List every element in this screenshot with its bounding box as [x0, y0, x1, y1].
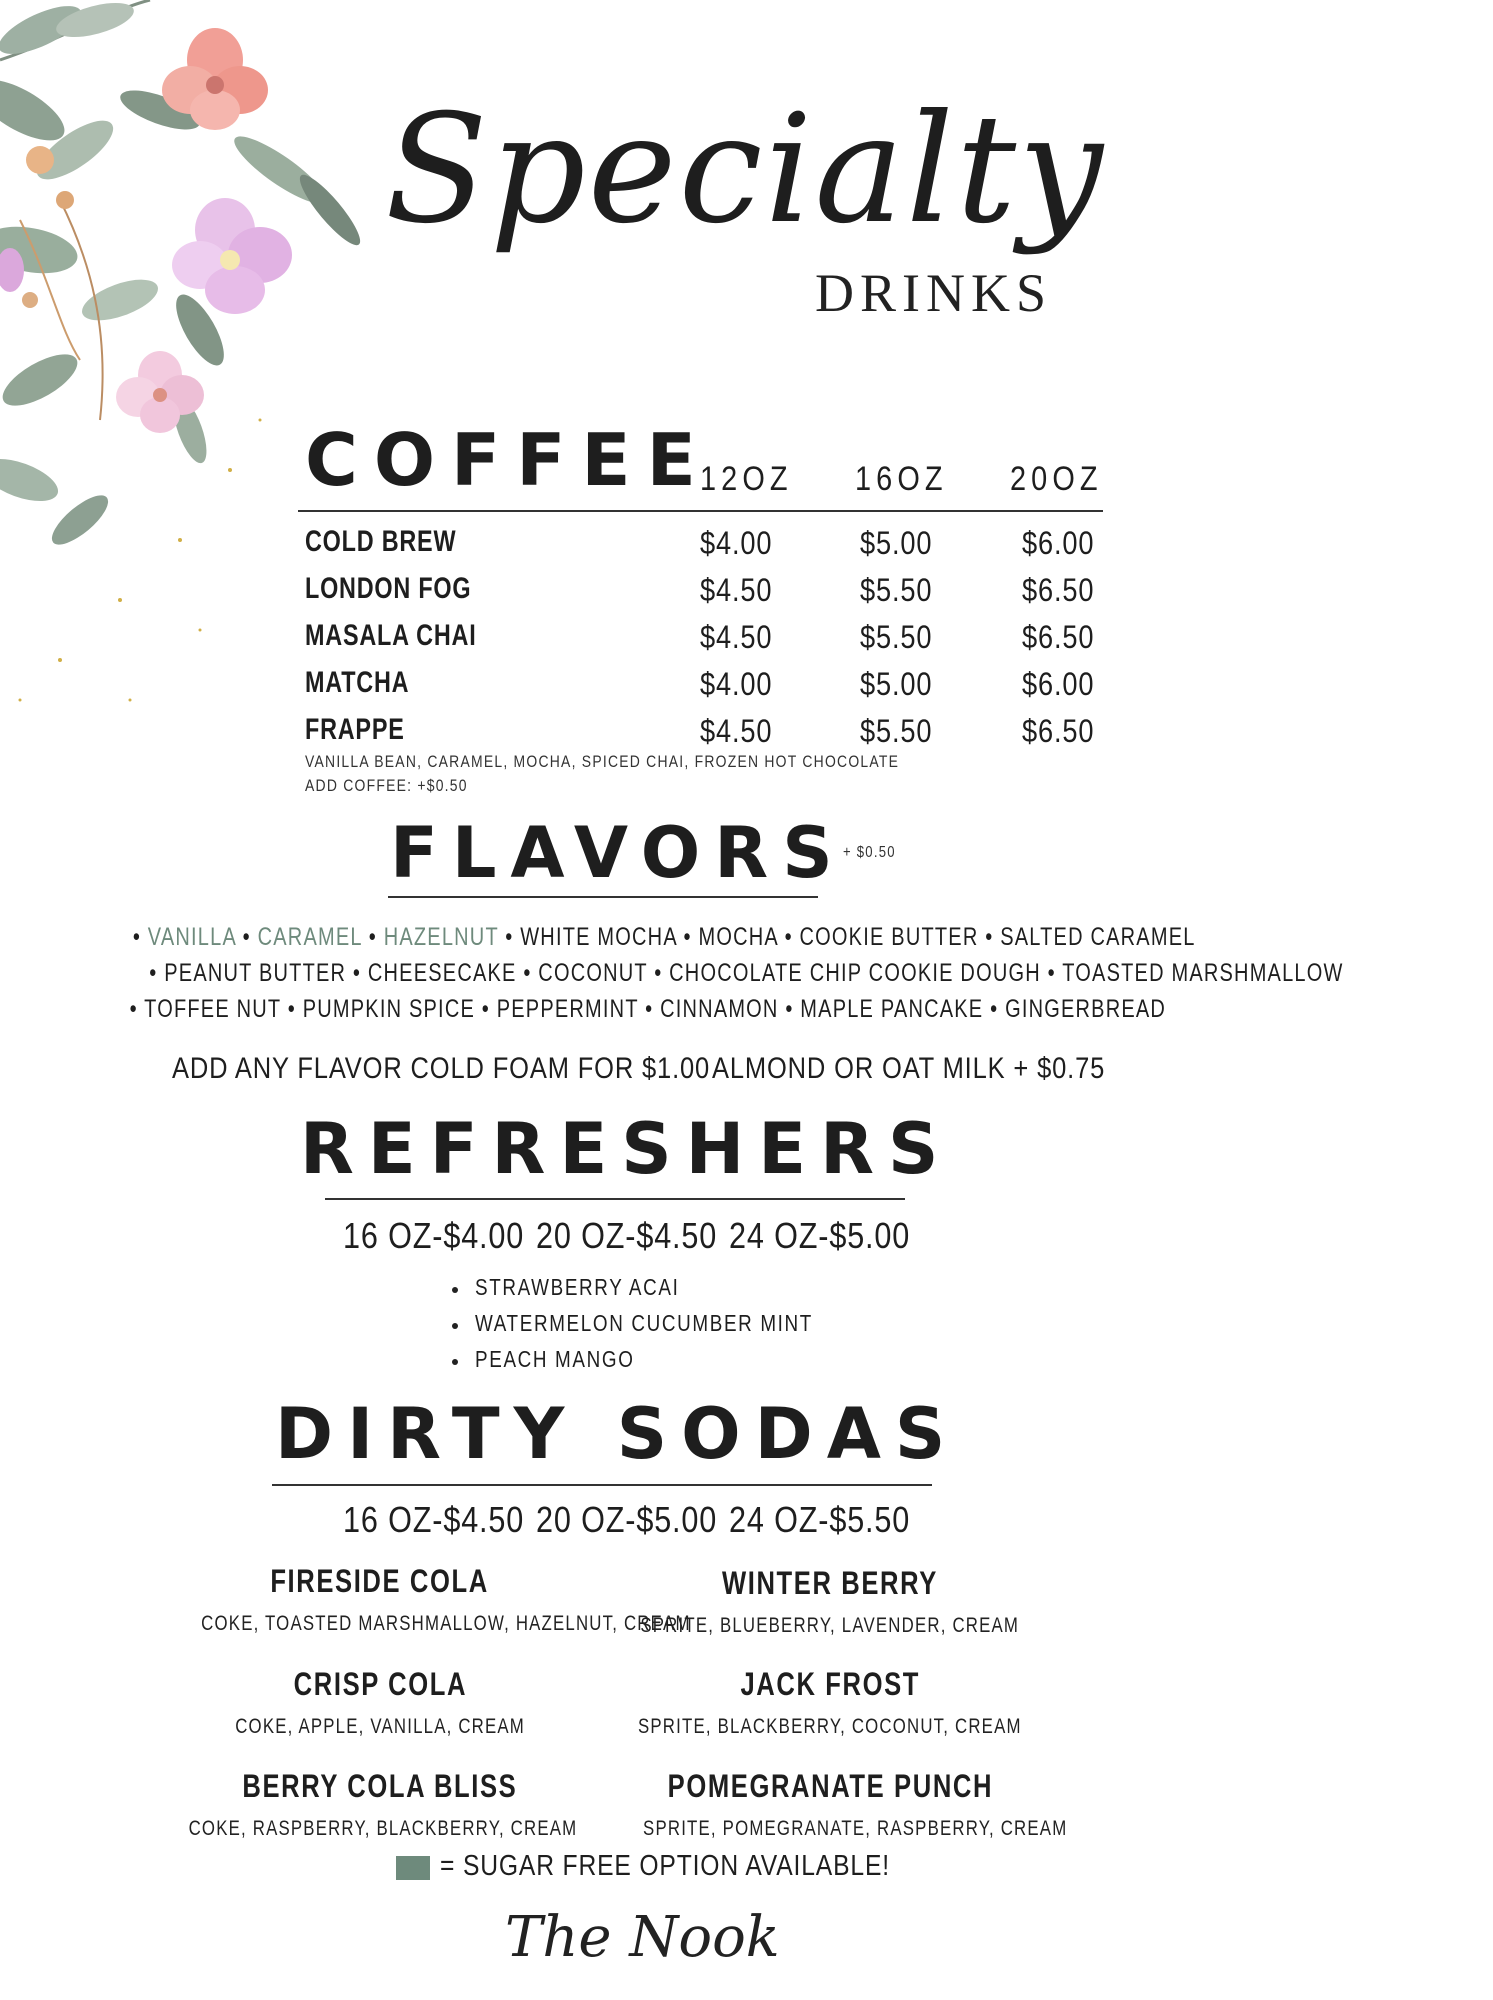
soda-size-24: 24 OZ-$5.50 — [729, 1499, 911, 1540]
add-coffee-note: ADD COFFEE: +$0.50 — [305, 776, 468, 795]
title-specialty: Specialty — [385, 83, 1105, 257]
soda-name: POMEGRANATE PUNCH — [667, 1768, 993, 1804]
floral-decoration — [0, 0, 420, 720]
refreshers-heading: REFRESHERS — [300, 1108, 953, 1190]
flavor-line-1: • VANILLA • CARAMEL • HAZELNUT • WHITE MOCHA • MOCHA • COOKIE BUTTER • SALTED CARAMEL — [132, 923, 1196, 951]
soda-desc: SPRITE, POMEGRANATE, RASPBERRY, CREAM — [643, 1817, 1068, 1840]
dirty-sodas-rule — [272, 1484, 932, 1486]
flavors-heading: FLAVORS — [390, 812, 847, 894]
coffee-price-16: $5.00 — [860, 666, 933, 702]
size-16oz: 16OZ — [855, 460, 948, 498]
sugar-free-legend: = SUGAR FREE OPTION AVAILABLE! — [440, 1850, 890, 1882]
soda-name: WINTER BERRY — [722, 1565, 938, 1601]
flavor-line-2: • PEANUT BUTTER • CHEESECAKE • COCONUT • CHOCOLATE CHIP COOKIE DOUGH • TOASTED MARSHMALLOW — [149, 959, 1344, 987]
coffee-price-12: $4.50 — [700, 572, 773, 608]
coffee-price-20: $6.00 — [1022, 666, 1095, 702]
size-20oz: 20OZ — [1010, 460, 1103, 498]
soda-desc: COKE, APPLE, VANILLA, CREAM — [235, 1715, 525, 1738]
coffee-item-name: COLD BREW — [305, 525, 457, 558]
coffee-price-12: $4.00 — [700, 525, 773, 561]
refresher-item: STRAWBERRY ACAI — [475, 1274, 680, 1300]
coffee-price-20: $6.50 — [1022, 619, 1095, 655]
soda-name: JACK FROST — [740, 1666, 920, 1702]
soda-name: BERRY COLA BLISS — [242, 1768, 518, 1804]
bullet — [452, 1287, 458, 1293]
refreshers-rule — [325, 1198, 905, 1200]
refresher-size-20: 20 OZ-$4.50 — [536, 1215, 718, 1256]
soda-name: CRISP COLA — [293, 1666, 467, 1702]
flavor-vanilla: VANILLA — [147, 923, 236, 951]
coffee-heading: COFFEE — [305, 418, 712, 502]
coffee-price-12: $4.50 — [700, 619, 773, 655]
flavor-line-3: • TOFFEE NUT • PUMPKIN SPICE • PEPPERMINT • CINNAMON • MAPLE PANCAKE • GINGERBREAD — [129, 995, 1167, 1023]
soda-desc: COKE, TOASTED MARSHMALLOW, HAZELNUT, CREAM — [201, 1612, 691, 1635]
flavors-price-note: + $0.50 — [843, 844, 896, 861]
coffee-price-16: $5.50 — [860, 572, 933, 608]
coffee-item-name: FRAPPE — [305, 713, 405, 746]
coffee-item-name: MATCHA — [305, 666, 410, 699]
coffee-price-12: $4.00 — [700, 666, 773, 702]
bullet — [452, 1323, 458, 1329]
coffee-rule — [298, 510, 1103, 512]
soda-size-16: 16 OZ-$4.50 — [343, 1499, 525, 1540]
coffee-item-name: MASALA CHAI — [305, 619, 477, 652]
frappe-flavors-note: VANILLA BEAN, CARAMEL, MOCHA, SPICED CHAI, FROZEN HOT CHOCOLATE — [305, 752, 900, 771]
coffee-price-16: $5.50 — [860, 713, 933, 749]
coffee-price-20: $6.50 — [1022, 572, 1095, 608]
coffee-price-12: $4.50 — [700, 713, 773, 749]
milk-note: ALMOND OR OAT MILK + $0.75 — [712, 1052, 1106, 1085]
flavors-rule — [388, 896, 818, 898]
flavor-hazelnut: HAZELNUT — [383, 923, 499, 951]
coffee-price-16: $5.50 — [860, 619, 933, 655]
soda-name: FIRESIDE COLA — [270, 1563, 490, 1599]
cold-foam-note: ADD ANY FLAVOR COLD FOAM FOR $1.00 — [172, 1052, 711, 1085]
soda-desc: COKE, RASPBERRY, BLACKBERRY, CREAM — [188, 1817, 578, 1840]
coffee-price-20: $6.00 — [1022, 525, 1095, 561]
refresher-item: PEACH MANGO — [475, 1346, 635, 1372]
dirty-sodas-heading: DIRTY SODAS — [275, 1393, 960, 1475]
sugar-free-swatch — [396, 1856, 430, 1880]
refresher-size-24: 24 OZ-$5.00 — [729, 1215, 911, 1256]
soda-desc: SPRITE, BLUEBERRY, LAVENDER, CREAM — [640, 1614, 1020, 1637]
soda-size-20: 20 OZ-$5.00 — [536, 1499, 718, 1540]
coffee-price-16: $5.00 — [860, 525, 933, 561]
size-12oz: 12OZ — [700, 460, 793, 498]
signature-the-nook: The Nook — [505, 1905, 780, 1970]
flavor-caramel: CARAMEL — [257, 923, 362, 951]
soda-desc: SPRITE, BLACKBERRY, COCONUT, CREAM — [638, 1715, 1022, 1738]
flavor-line-1-rest: WHITE MOCHA • MOCHA • COOKIE BUTTER • SALTED CARAMEL — [520, 923, 1196, 951]
coffee-price-20: $6.50 — [1022, 713, 1095, 749]
refresher-item: WATERMELON CUCUMBER MINT — [475, 1310, 813, 1336]
refresher-size-16: 16 OZ-$4.00 — [343, 1215, 525, 1256]
title-drinks: DRINKS — [815, 263, 1053, 323]
coffee-item-name: LONDON FOG — [305, 572, 472, 605]
bullet — [452, 1359, 458, 1365]
